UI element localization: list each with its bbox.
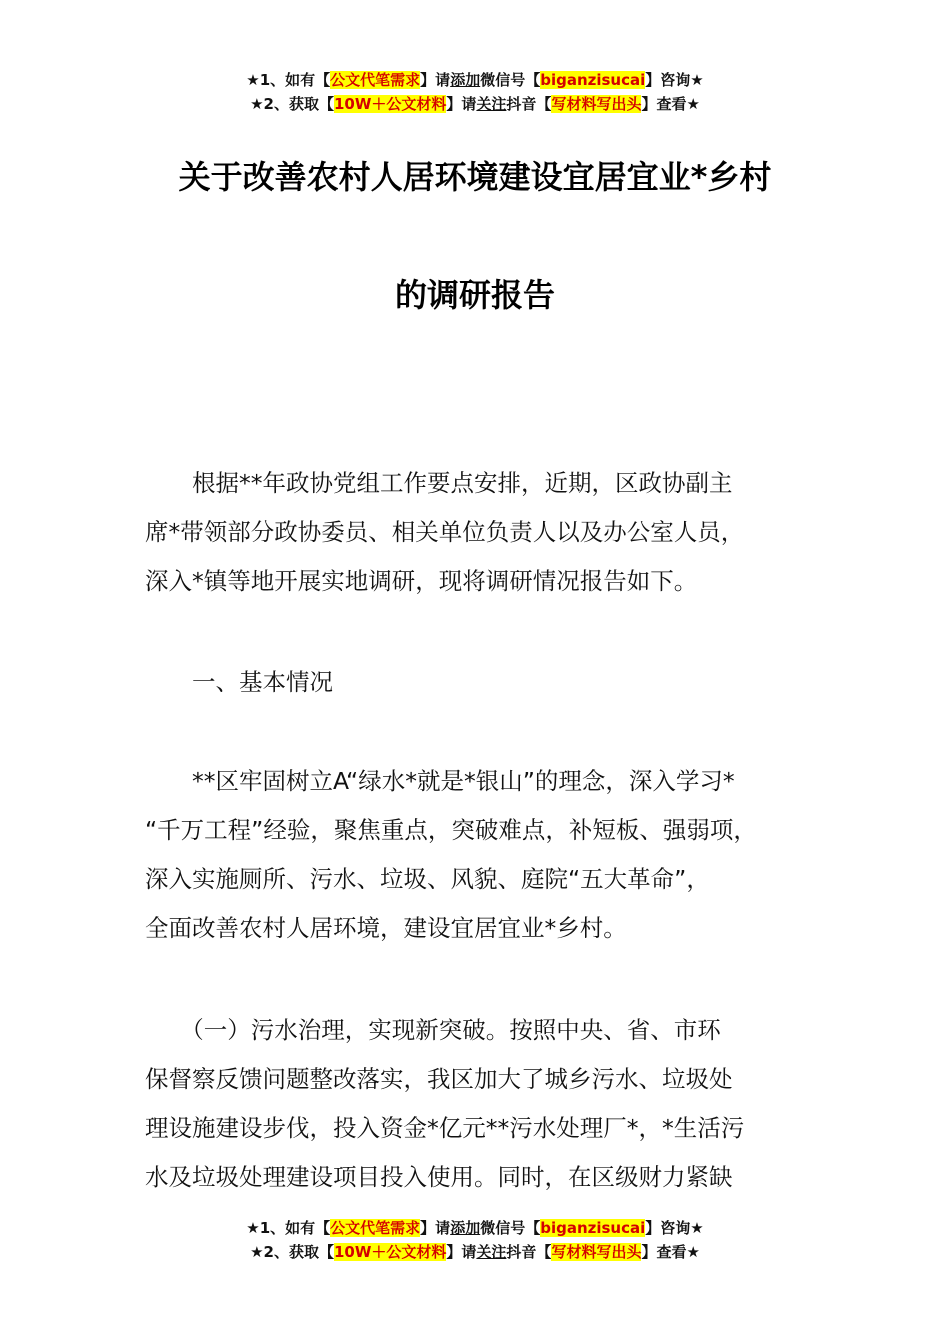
document-title-line-1: 关于改善农村人居环境建设宜居宜业*乡村	[178, 158, 772, 196]
banner-line-1	[0, 1216, 950, 1240]
text-line: “千万工程”经验，聚焦重点，突破难点，补短板、强弱项，	[145, 816, 757, 844]
banner-text: 抖音【	[506, 95, 552, 113]
text-line: 水及垃圾处理建设项目投入使用。同时，在区级财力紧缺	[145, 1163, 733, 1191]
text-line: **区牢固树立A“绿水*就是*银山”的理念，深入学习*	[145, 767, 735, 795]
text-line: 席*带领部分政协委员、相关单位负责人以及办公室人员，	[145, 518, 745, 546]
intro-paragraph	[145, 459, 825, 606]
banner-text: ★1、如有【	[246, 71, 331, 89]
underlined-text: 添加	[450, 71, 481, 89]
banner-text: 】请	[446, 1243, 477, 1261]
banner-line-2	[0, 92, 950, 116]
banner-text: 】请	[420, 1219, 451, 1237]
sewage-paragraph	[145, 1006, 825, 1202]
document-title-line-2: 的调研报告	[394, 276, 555, 314]
banner-text: 】请	[446, 95, 477, 113]
banner-text: 微信号【	[480, 1219, 541, 1237]
underlined-text: 添加	[450, 1219, 481, 1237]
banner-line-1	[0, 68, 950, 92]
banner-text: ★2、获取【	[250, 95, 334, 113]
banner-text: 】咨询★	[645, 1219, 704, 1237]
douyin-account: 写材料写出头	[551, 1243, 642, 1261]
overview-paragraph	[145, 757, 825, 953]
text-line: （一）污水治理，实现新突破。按照中央、省、市环	[145, 1016, 721, 1044]
footer-banner	[0, 1216, 950, 1264]
section-heading-text: 一、基本情况	[145, 668, 333, 696]
wechat-id: biganzisucai	[540, 1219, 646, 1237]
wechat-id: biganzisucai	[540, 71, 646, 89]
text-line: 深入实施厕所、污水、垃圾、风貌、庭院“五大革命”，	[145, 865, 710, 893]
banner-text: 】请	[420, 71, 451, 89]
header-banner	[0, 68, 950, 116]
douyin-account: 写材料写出头	[551, 95, 642, 113]
highlight-text: 公文代笔需求	[330, 71, 421, 89]
banner-text: ★1、如有【	[246, 1219, 331, 1237]
banner-text: 抖音【	[506, 1243, 552, 1261]
banner-text: 】咨询★	[645, 71, 704, 89]
text-line: 深入*镇等地开展实地调研，现将调研情况报告如下。	[145, 567, 698, 595]
text-line: 保督察反馈问题整改落实，我区加大了城乡污水、垃圾处	[145, 1065, 733, 1093]
text-line: 全面改善农村人居环境，建设宜居宜业*乡村。	[145, 914, 627, 942]
section-heading	[145, 658, 825, 707]
banner-line-2	[0, 1240, 950, 1264]
highlight-text: 10W＋公文材料	[333, 1243, 447, 1261]
text-line: 根据**年政协党组工作要点安排，近期，区政协副主	[145, 469, 733, 497]
banner-text: ★2、获取【	[250, 1243, 334, 1261]
banner-text: 】查看★	[641, 1243, 700, 1261]
banner-text: 】查看★	[641, 95, 700, 113]
text-line: 理设施建设步伐，投入资金*亿元**污水处理厂*，*生活污	[145, 1114, 745, 1142]
underlined-text: 关注	[476, 1243, 507, 1261]
banner-text: 微信号【	[480, 71, 541, 89]
underlined-text: 关注	[476, 95, 507, 113]
highlight-text: 公文代笔需求	[330, 1219, 421, 1237]
highlight-text: 10W＋公文材料	[333, 95, 447, 113]
